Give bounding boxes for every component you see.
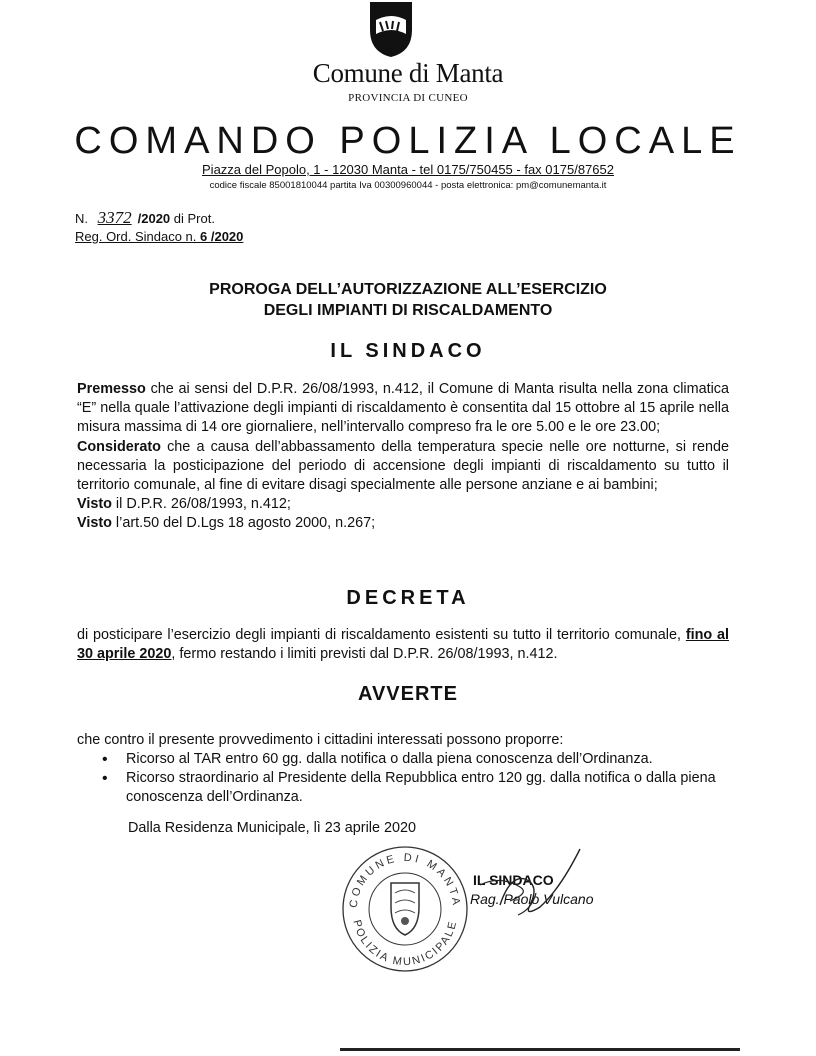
protocol-year: /2020 xyxy=(137,211,171,226)
comune-name: Comune di Manta xyxy=(312,58,504,88)
register-line xyxy=(75,229,243,244)
decree-text xyxy=(77,626,729,664)
document-title-line-1: PROROGA DELL’AUTORIZZAZIONE ALL’ESERCIZIO xyxy=(209,281,607,298)
decree-heading: DECRETA xyxy=(346,587,470,609)
premises-section xyxy=(77,380,729,534)
list-item: • Ricorso straordinario al Presidente della Repubblica entro 120 gg. dalla notifica o dalla piena conoscenza dell’Ordinanza. xyxy=(102,769,722,807)
svg-text:POLIZIA MUNICIPALE xyxy=(350,919,459,968)
register-number: 6 /2020 xyxy=(200,229,244,244)
address-line: Piazza del Popolo, 1 - 12030 Manta - tel 0175/750455 - fax 0175/87652 xyxy=(202,162,614,177)
provincia-name: PROVINCIA DI CUNEO xyxy=(348,92,468,104)
premise-lead: Visto xyxy=(77,496,112,513)
premise-paragraph xyxy=(77,380,729,438)
decree-text-after: , fermo restando i limiti previsti dal D.P.R. 26/08/1993, n.412. xyxy=(171,646,558,663)
premise-text: il D.P.R. 26/08/1993, n.412; xyxy=(111,496,291,513)
date-line: Dalla Residenza Municipale, lì 23 aprile 2020 xyxy=(128,820,416,836)
premise-lead: Visto xyxy=(77,515,112,532)
municipal-crest-icon xyxy=(366,0,416,58)
premise-lead: Premesso xyxy=(77,381,146,397)
issuer-heading: IL SINDACO xyxy=(330,340,486,362)
decree-deadline: fino al 30 aprile 2020 xyxy=(77,627,730,663)
list-item: • Ricorso al TAR entro 60 gg. dalla notifica o dalla piena conoscenza dell’Ordinanza. xyxy=(102,750,722,769)
stamp-bottom-text: POLIZIA MUNICIPALE xyxy=(350,918,460,969)
premise-lead: Considerato xyxy=(77,438,161,455)
office-title: COMANDO POLIZIA LOCALE xyxy=(74,120,742,162)
document-title-line-2: DEGLI IMPIANTI DI RISCALDAMENTO xyxy=(263,302,553,319)
warning-heading: AVVERTE xyxy=(358,683,458,705)
stamp-emblem-icon xyxy=(391,883,419,935)
register-label: Reg. Ord. Sindaco n. xyxy=(75,229,201,244)
protocol-line xyxy=(75,208,215,228)
premise-text: che ai sensi del D.P.R. 26/08/1993, n.412, il Comune di Manta risulta nella zona climatica “E” nella quale l’attivazione degli impianti di riscaldamento è consentita dal 15 ottobre al 15 aprile nella misura massima di 14 ore giornaliere, nell’intervallo compreso fra le ore 5.00 e le ore 23.00; xyxy=(77,381,729,436)
remedies-list xyxy=(102,750,722,808)
protocol-number: 3372 xyxy=(97,208,132,227)
premise-paragraph xyxy=(77,495,729,514)
premise-paragraph xyxy=(77,514,729,533)
premise-text: che a causa dell’abbassamento della temperatura specie nelle ore notturne, si rende necessaria la posticipazione del periodo di accensione degli impianti di riscaldamento su tutto il territorio comunale, al fine di evitare disagi specialmente alle persone anziane e ai bambini; xyxy=(77,438,729,494)
decree-text-before: di posticipare l’esercizio degli impianti di riscaldamento esistenti su tutto il territorio comunale, xyxy=(77,627,686,643)
handwritten-signature-icon xyxy=(470,845,600,935)
premise-text: l’art.50 del D.Lgs 18 agosto 2000, n.267; xyxy=(111,515,376,532)
signatory-name: Rag. Paolo Vulcano xyxy=(470,891,594,907)
fiscal-line: codice fiscale 85001810044 partita Iva 00300960044 - posta elettronica: pm@comunemanta.it xyxy=(209,180,607,191)
signatory-title: IL SINDACO xyxy=(473,872,554,888)
official-stamp xyxy=(335,843,475,973)
protocol-prefix: N. xyxy=(75,211,88,226)
bottom-edge-line xyxy=(340,1048,740,1051)
warning-intro: che contro il presente provvedimento i cittadini interessati possono proporre: xyxy=(77,732,564,748)
premise-paragraph xyxy=(77,438,729,496)
protocol-suffix: di Prot. xyxy=(170,211,215,226)
stamp-top-text: COMUNE DI MANTA xyxy=(347,851,463,909)
